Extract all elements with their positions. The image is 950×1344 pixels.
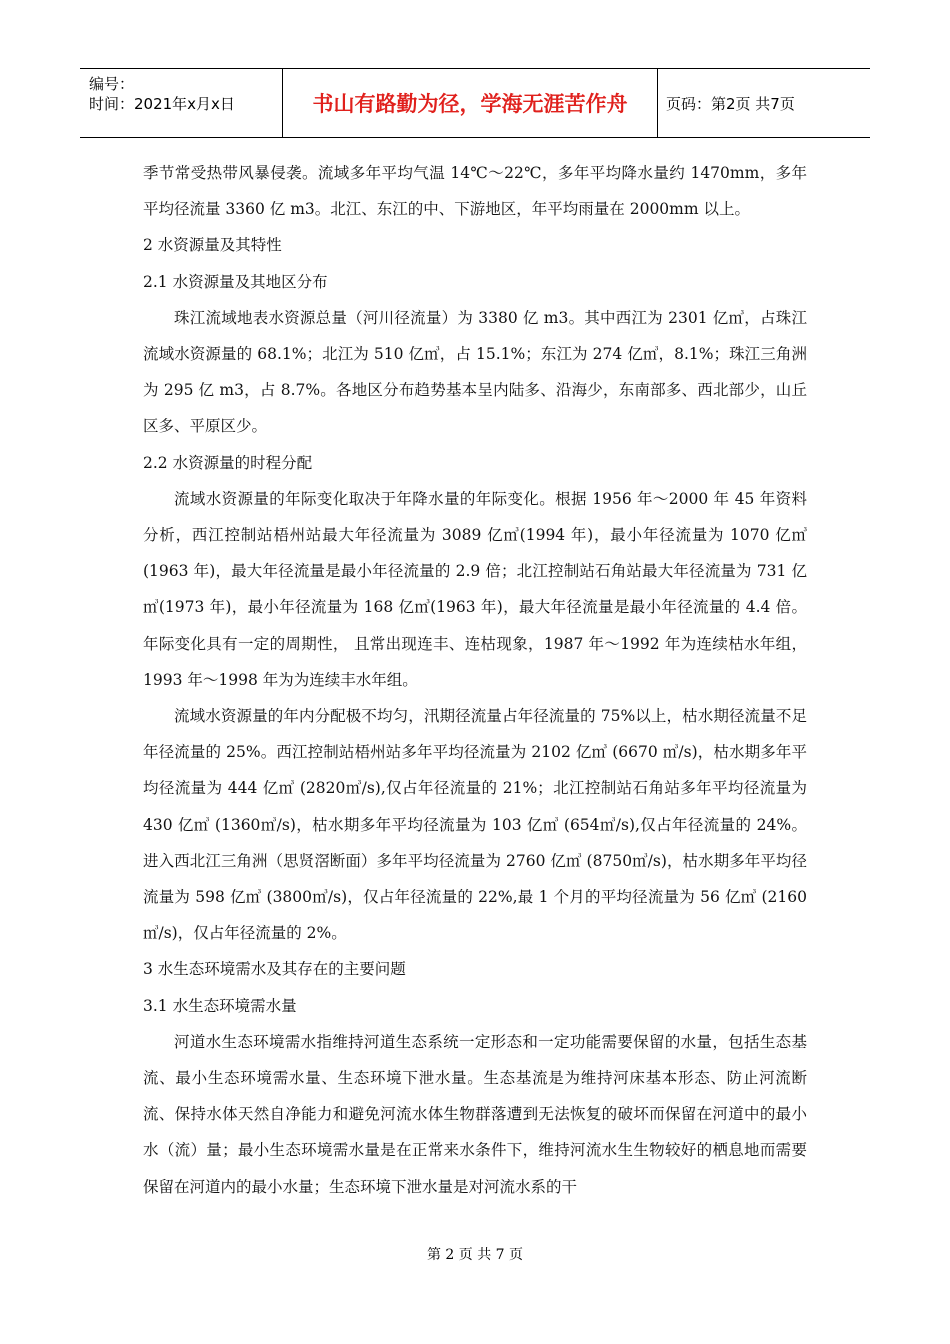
- page-footer: 第 2 页 共 7 页: [426, 1247, 524, 1263]
- body-paragraph: 季节常受热带风暴侵袭。流域多年平均气温 14℃～22℃，多年平均降水量约 1470mm，多年平均径流量 3360 亿 m3。北江、东江的中、下游地区，年平均雨量在 2000mm 以上。: [143, 164, 807, 219]
- section-heading: 2 水资源量及其特性: [143, 236, 282, 255]
- subsection-heading: 2.2 水资源量的时程分配: [143, 453, 313, 472]
- subsection-heading: 2.1 水资源量及其地区分布: [143, 272, 328, 291]
- header-meta-cell: [80, 69, 283, 137]
- body-paragraph: 流域水资源量的年内分配极不均匀，汛期径流量占年径流量的 75%以上，枯水期径流量不足年径流量的 25%。西江控制站梧州站多年平均径流量为 2102 亿㎥ (6670 ㎥/s)，枯水期多年平均径流量为 444 亿㎥ (2820㎥/s),仅占年径流量的 21%；北江控制站石角站多年平均径流量为 430 亿㎥ (1360㎥/s)，枯水期多年平均径流量为 103 亿㎥ (654㎥/s),仅占年径流量的 24%。进入西北江三角洲（思贤滘断面）多年平均径流量为 2760 亿㎥ (8750㎥/s)，枯水期多年平均径流量为 598 亿㎥ (3800㎥/s)，仅占年径流量的 22%,最 1 个月的平均径流量为 56 亿㎥ (2160㎥/s)，仅占年径流量的 2%。: [143, 707, 807, 943]
- document-number-label: 编号：: [89, 75, 135, 93]
- subsection-heading: 3.1 水生态环境需水量: [143, 996, 297, 1015]
- header-page-number: 页码：第2页 共7页: [666, 95, 795, 113]
- document-date-label: 时间：2021年x月x日: [89, 95, 235, 113]
- document-body: [143, 155, 807, 1205]
- body-paragraph: 流域水资源量的年际变化取决于年降水量的年际变化。根据 1956 年～2000 年 45 年资料分析，西江控制站梧州站最大年径流量为 3089 亿㎥(1994 年)，最小年径流量为 1070 亿㎥(1963 年)，最大年径流量是最小年径流量的 2.9 倍；北江控制站石角站最大年径流量为 731 亿㎥(1973 年)，最小年径流量为 168 亿㎥(1963 年)，最大年径流量是最小年径流量的 4.4 倍。年际变化具有一定的周期性， 且常出现连丰、连枯现象，1987 年～1992 年为连续枯水年组，1993 年～1998 年为为连续丰水年组。: [143, 489, 807, 689]
- body-paragraph: 河道水生态环境需水指维持河道生态系统一定形态和一定功能需要保留的水量，包括生态基流、最小生态环境需水量、生态环境下泄水量。生态基流是为维持河床基本形态、防止河流断流、保持水体天然自净能力和避免河流水体生物群落遭到无法恢复的破坏而保留在河道中的最小水（流）量；最小生态环境需水量是在正常来水条件下，维持河流水生生物较好的栖息地而需要保留在河道内的最小水量；生态环境下泄水量是对河流水系的干: [143, 1032, 807, 1196]
- body-paragraph: 珠江流域地表水资源总量（河川径流量）为 3380 亿 m3。其中西江为 2301 亿㎥，占珠江流域水资源量的 68.1%；北江为 510 亿㎥，占 15.1%；东江为 274 亿㎥，8.1%；珠江三角洲为 295 亿 m3，占 8.7%。各地区分布趋势基本呈内陆多、沿海少，东南部多、西北部少，山丘区多、平原区少。: [143, 308, 807, 436]
- section-heading: 3 水生态环境需水及其存在的主要问题: [143, 960, 406, 979]
- page-header: [80, 68, 870, 138]
- header-motto: 书山有路勤为径，学海无涯苦作舟: [283, 69, 658, 137]
